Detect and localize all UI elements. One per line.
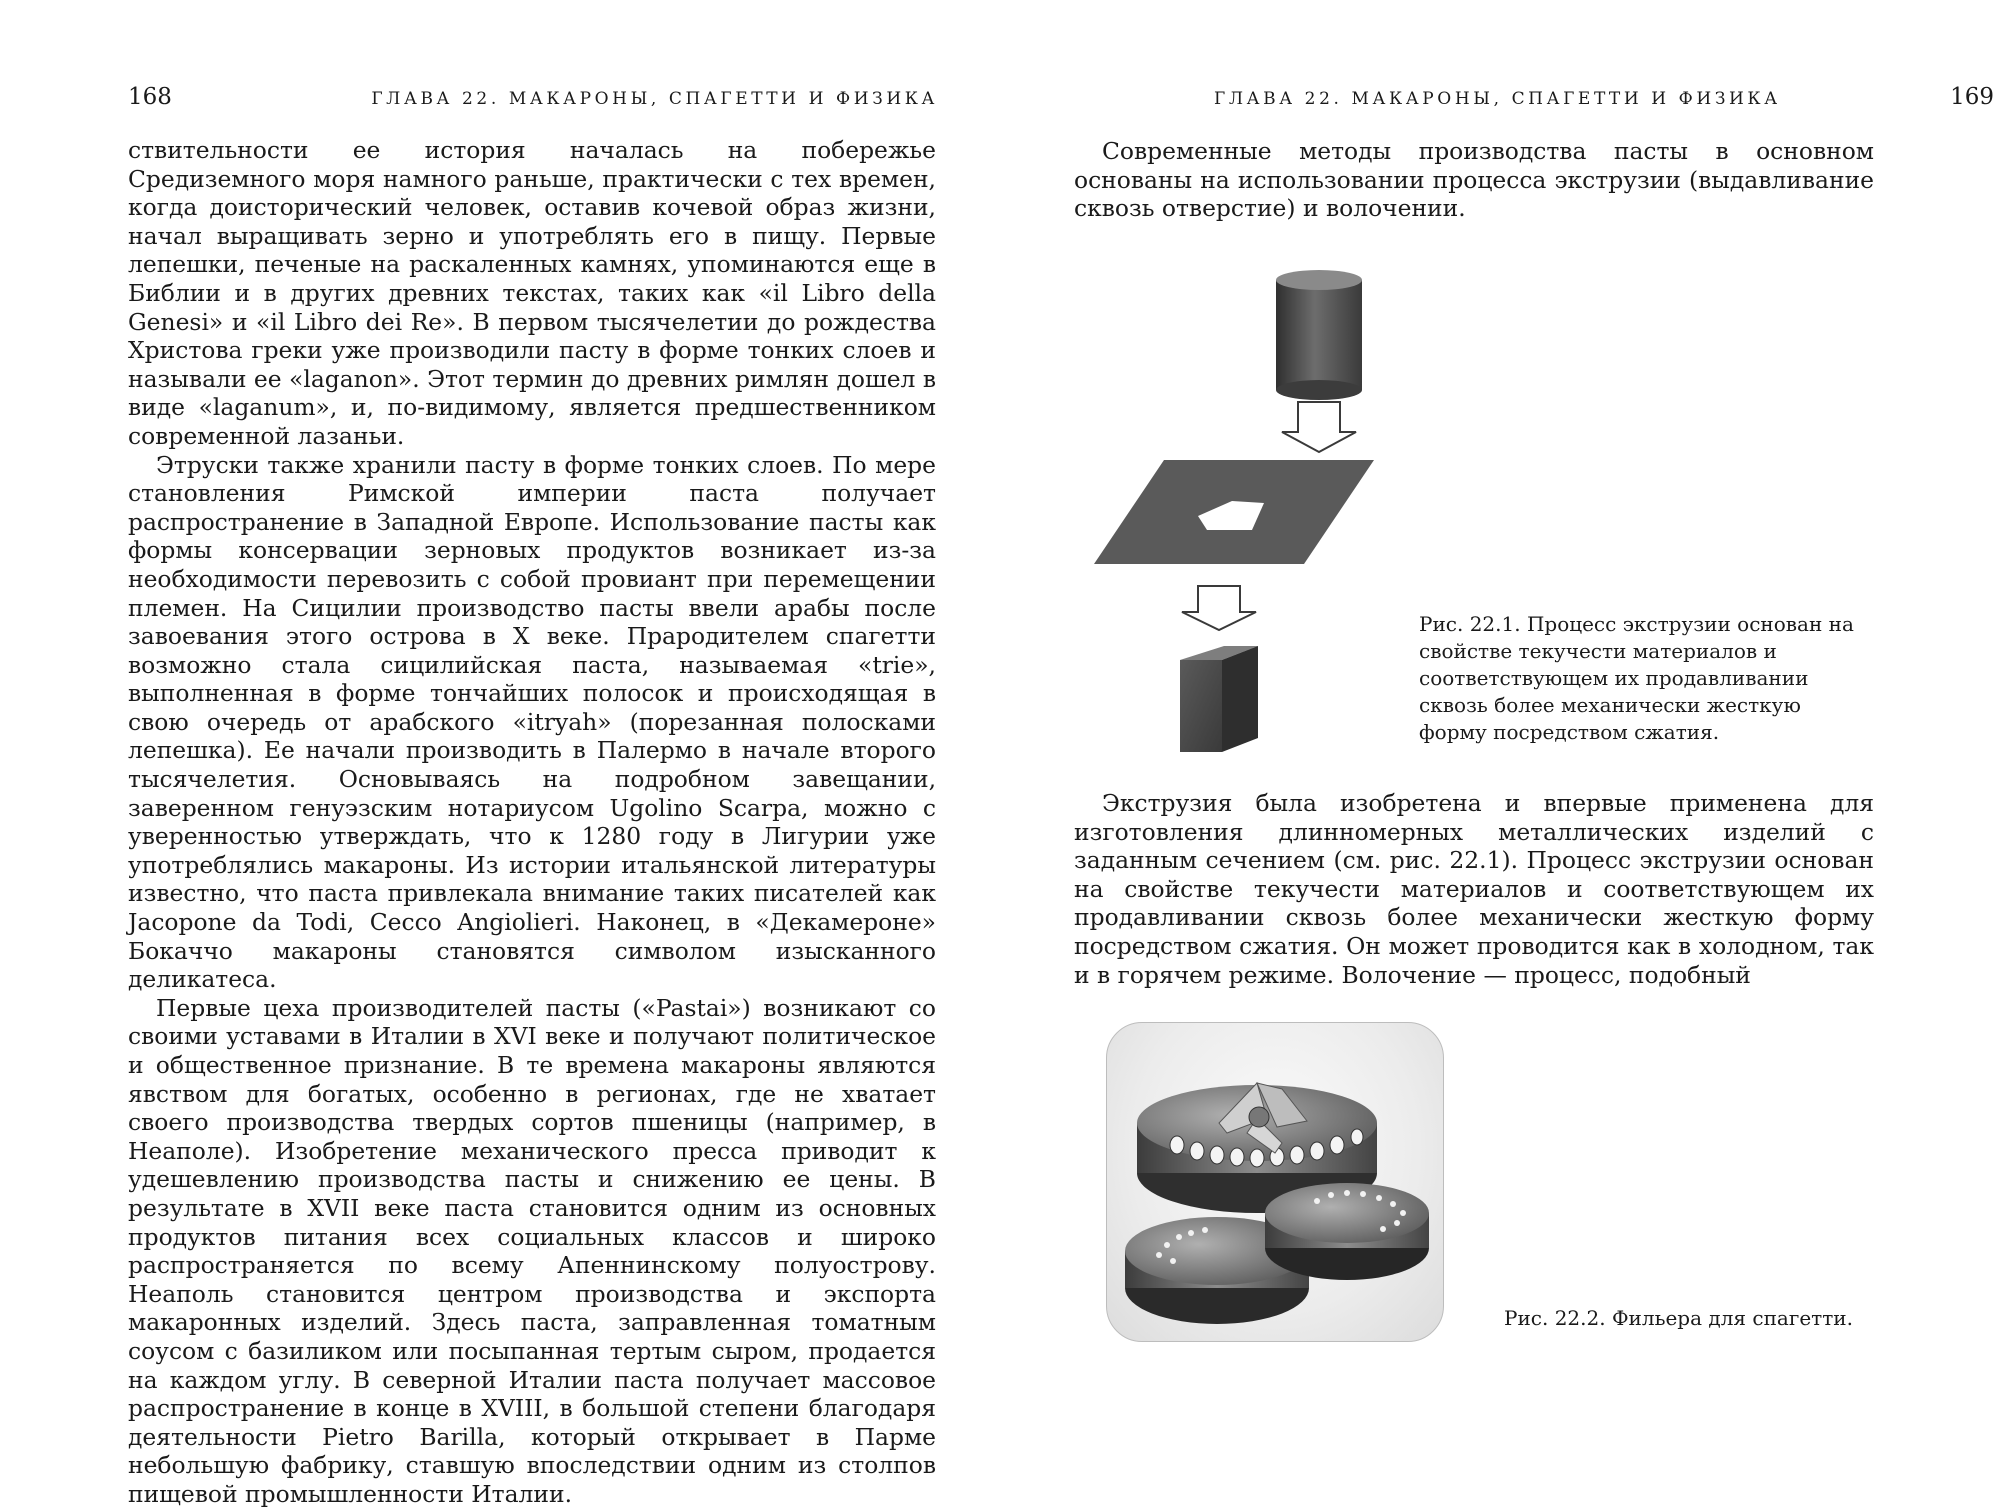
right-page-intro [1074,137,1874,223]
down-arrow-icon [1282,402,1356,452]
right-page-header [1214,84,1994,124]
paragraph: Этруски также хранили пасту в форме тонких слоев. По мере становления Римской империи паста получает распространение в Западной Европе. Использование пасты как формы консервации зерновых продуктов возникает из-за необходимости перевозить с собой провиант при перемещении племен. На Сицилии производство пасты ввели арабы после завоевания этого острова в X веке. Прародителем спагетти возможно стала сицилийская паста, называемая «trie», выполненная в форме тончайших полосок и происходящая в свою очередь от арабского «itryah» (порезанная полосками лепешка). Ее начали производить в Палермо в начале второго тысячелетия. Основываясь на подробном завещании, заверенном генуэзским нотариусом Ugolino Scarpa, можно с уверенностью утверждать, что к 1280 году в Лигурии уже употреблялись макароны. Из истории итальянской литературы известно, что паста привлекала внимание таких писателей как Jacopone da Todi, Cecco Angiolieri. Наконец, в «Декамероне» Бокаччо макароны становятся символом изысканного деликатеса. [128,450,936,994]
page-number: 168 [128,84,172,110]
spaghetti-die-photo [1106,1022,1444,1342]
cylinder-shape [1276,270,1362,400]
right-page [994,0,1994,1484]
figure-2-caption: Рис. 22.2. Фильера для спагетти. [1504,1306,1853,1330]
left-page-header [128,84,938,124]
extruded-block [1180,646,1258,752]
paragraph: Экструзия была изобретена и впервые применена для изготовления длинномерных металлических изделий с заданным сечением (см. рис. 22.1). Процесс экструзии основан на свойстве текучести материалов и соответствующем их продавливании сквозь более механически жесткую форму посредством сжатия. Он может проводится как в холодном, так и в горячем режиме. Волочение — процесс, подобный [1074,789,1874,989]
paragraph: Первые цеха производителей пасты («Pastai») возникают со своими уставами в Италии в XVI веке и получают политическое и общественное признание. В те времена макароны являются явством для богатых, особенно в регионах, где не хватает своего производства твердых сортов пшеницы (например, в Неаполе). Изобретение механического пресса приводит к удешевлению производства пасты и снижению ее цены. В результате в XVII веке паста становится одним из основных продуктов питания всех социальных классов и широко распространяется по всему Апеннинскому полуострову. Неаполь становится центром производства и экспорта макаронных изделий. Здесь паста, заправленная томатным соусом с базиликом или посыпанная тертым сыром, продается на каждом углу. В северной Италии паста получает массовое распространение в конце в XVIII, в большой степени благодаря деятельности Pietro Barilla, который открывает в Парме небольшую фабрику, ставшую впоследствии одним из столпов пищевой промышленности Италии. [128,993,936,1508]
extrusion-diagram [1094,260,1414,760]
running-head: ГЛАВА 22. МАКАРОНЫ, СПАГЕТТИ И ФИЗИКА [371,89,938,109]
paragraph: Современные методы производства пасты в основном основаны на использовании процесса экструзии (выдавливание сквозь отверстие) и волочении. [1074,137,1874,223]
running-head: ГЛАВА 22. МАКАРОНЫ, СПАГЕТТИ И ФИЗИКА [1214,89,1781,109]
left-page [0,0,994,1508]
down-arrow-icon [1182,586,1256,630]
figure-1-caption: Рис. 22.1. Процесс экструзии основан на свойстве текучести материалов и соответствующем их продавливании сквозь более механически жесткую форму посредством сжатия. [1419,612,1854,744]
right-page-body [1074,789,1874,989]
die-plate [1094,460,1374,564]
left-page-text [128,136,936,1509]
paragraph: ствительности ее история началась на побережье Средиземного моря намного раньше, практически с тех времен, когда доисторический человек, оставив кочевой образ жизни, начал выращивать зерно и употреблять его в пищу. Первые лепешки, печеные на раскаленных камнях, упоминаются еще в Библии и в других древних текстах, таких как «il Libro della Genesi» и «il Libro dei Re». В первом тысячелетии до рождества Христова греки уже производили пасту в форме тонких слоев и называли ее «laganon». Этот термин до древних римлян дошел в виде «laganum», и, по-видимому, является предшественником современной лазаньи. [128,136,936,450]
page-number: 169 [1950,84,1994,110]
